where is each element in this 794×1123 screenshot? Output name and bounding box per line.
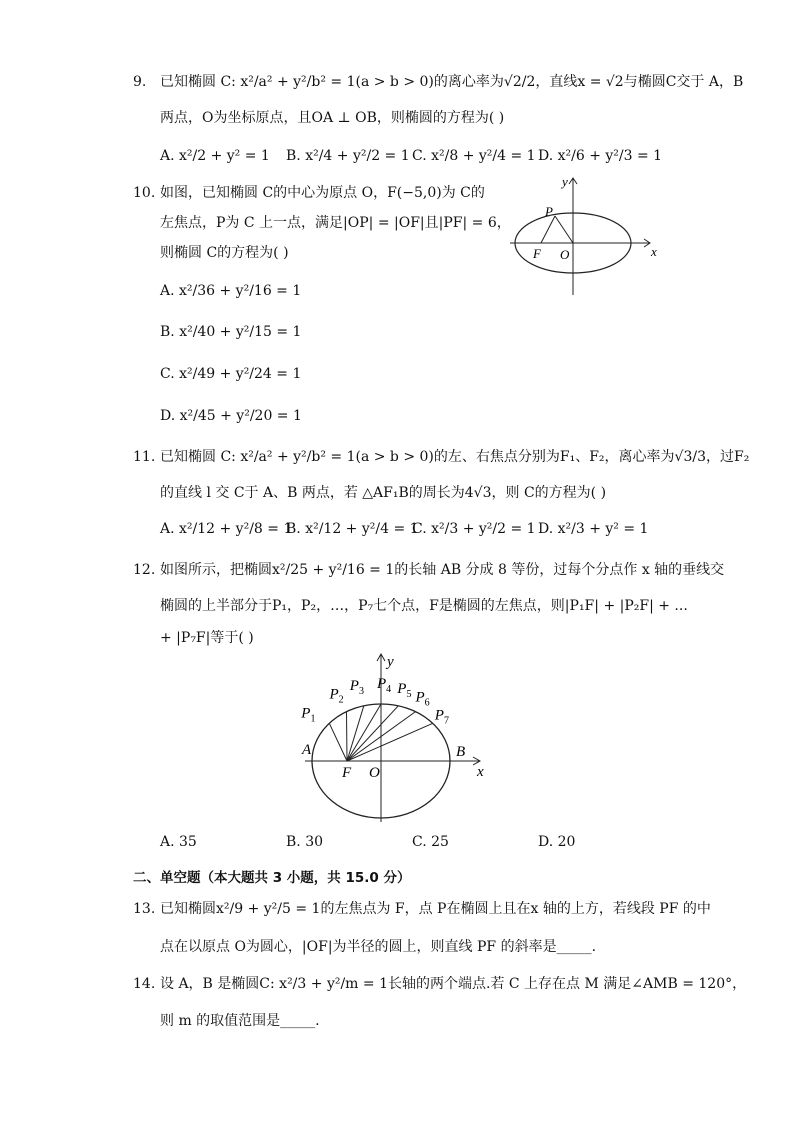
q14-text-line1: 设 A，B 是椭圆C: x²/3 + y²/m = 1长轴的两个端点.若 C 上存在点 M 满足∠AMB = 120°， [160, 976, 747, 992]
q13-text-line2: 点在以原点 O为圆心，|OF|为半径的圆上，则直线 PF 的斜率是_____. [160, 939, 597, 955]
q10-number: 10. [133, 185, 156, 201]
q10-segment-pf [541, 216, 555, 243]
q12-ray-p2 [347, 712, 348, 761]
q11-option-d: D. x²/3 + y² = 1 [538, 521, 649, 537]
q12-ray-p1 [329, 723, 347, 761]
q11-option-c: C. x²/3 + y²/2 = 1 [412, 521, 536, 537]
q12-option-d: D. 20 [538, 834, 576, 850]
q12-point-label-p4: $P_4$ [377, 676, 392, 695]
q14-text-line2: 则 m 的取值范围是_____. [160, 1013, 320, 1029]
q10-text-line3: 则椭圆 C的方程为( ) [160, 245, 289, 261]
q12-o-label: O [369, 765, 380, 781]
q13-text-line1: 已知椭圆x²/9 + y²/5 = 1的左焦点为 F，点 P在椭圆上且在x 轴的上方，若线段 PF 的中 [160, 901, 711, 917]
q9-option-b: B. x²/4 + y²/2 = 1 [286, 148, 410, 164]
q12-option-c: C. 25 [412, 834, 449, 850]
q12-b-label: B [456, 744, 466, 760]
q10-option-d: D. x²/45 + y²/20 = 1 [160, 408, 302, 424]
q12-y-label: y [387, 654, 394, 670]
q10-p-label: P [545, 204, 553, 219]
q12-point-label-p1: $P_1$ [301, 705, 316, 725]
q9-text-line1: 已知椭圆 C: x²/a² + y²/b² = 1(a > b > 0)的离心率为√2/2，直线x = √2与椭圆C交于 A，B [160, 74, 744, 90]
q10-text-line2: 左焦点，P为 C 上一点，满足|OP| = |OF|且|PF| = 6， [160, 215, 511, 231]
q12-f-label: F [342, 765, 352, 781]
q10-x-label: x [651, 244, 657, 259]
q11-text-line1: 已知椭圆 C: x²/a² + y²/b² = 1(a > b > 0)的左、右焦点分别为F₁、F₂，离心率为√3/3，过F₂ [160, 449, 750, 465]
q9-option-c: C. x²/8 + y²/4 = 1 [412, 148, 536, 164]
q12-number: 12. [133, 562, 156, 578]
q9-number: 9. [133, 74, 147, 90]
q10-text-line1: 如图，已知椭圆 C的中心为原点 O，F(−5,0)为 C的 [160, 185, 485, 201]
q12-ellipse-figure [295, 650, 495, 825]
q10-option-a: A. x²/36 + y²/16 = 1 [160, 283, 302, 299]
q10-segment-po [555, 216, 573, 243]
q9-text-line2: 两点，O为坐标原点，且OA ⊥ OB，则椭圆的方程为( ) [160, 110, 505, 126]
q12-point-label-p2: $P_2$ [329, 686, 344, 706]
q11-option-a: A. x²/12 + y²/8 = 1 [160, 521, 293, 537]
q10-f-label: F [533, 246, 541, 261]
q12-point-label-p3: $P_3$ [349, 677, 364, 697]
q12-option-a: A. 35 [160, 834, 197, 850]
q12-ray-p4 [347, 704, 381, 761]
q14-number: 14. [133, 976, 156, 992]
q12-ray-p7 [347, 723, 433, 761]
q10-ellipse-figure [505, 172, 665, 302]
q12-point-label-p5: $P_5$ [397, 680, 412, 700]
q12-text-line3: + |P₇F|等于( ) [160, 630, 254, 646]
q10-o-label: O [560, 247, 570, 262]
q9-option-d: D. x²/6 + y²/3 = 1 [538, 148, 663, 164]
q12-option-b: B. 30 [286, 834, 324, 850]
q10-option-c: C. x²/49 + y²/24 = 1 [160, 366, 302, 382]
q12-point-label-p7: $P_7$ [434, 707, 449, 727]
section-2-heading: 二、单空题（本大题共 3 小题，共 15.0 分） [133, 870, 411, 886]
q11-text-line2: 的直线 l 交 C于 A、B 两点，若 △AF₁B的周长为4√3，则 C的方程为( ) [160, 485, 607, 501]
q10-option-b: B. x²/40 + y²/15 = 1 [160, 324, 302, 340]
q11-number: 11. [133, 449, 156, 465]
q12-x-label: x [477, 764, 484, 780]
q10-y-label: y [562, 174, 568, 189]
q12-text-line2: 椭圆的上半部分于P₁，P₂，…，P₇七个点，F是椭圆的左焦点，则|P₁F| + |P₂F| + ... [160, 598, 688, 614]
q11-option-b: B. x²/12 + y²/4 = 1 [286, 521, 419, 537]
q12-a-label: A [302, 742, 312, 758]
q13-number: 13. [133, 901, 156, 917]
q12-ray-p5 [347, 706, 398, 761]
q12-point-label-p6: $P_6$ [415, 689, 430, 709]
q12-ray-p3 [347, 706, 364, 761]
q9-option-a: A. x²/2 + y² = 1 [160, 148, 270, 164]
q12-text-line1: 如图所示，把椭圆x²/25 + y²/16 = 1的长轴 AB 分成 8 等份，过每个分点作 x 轴的垂线交 [160, 562, 725, 578]
